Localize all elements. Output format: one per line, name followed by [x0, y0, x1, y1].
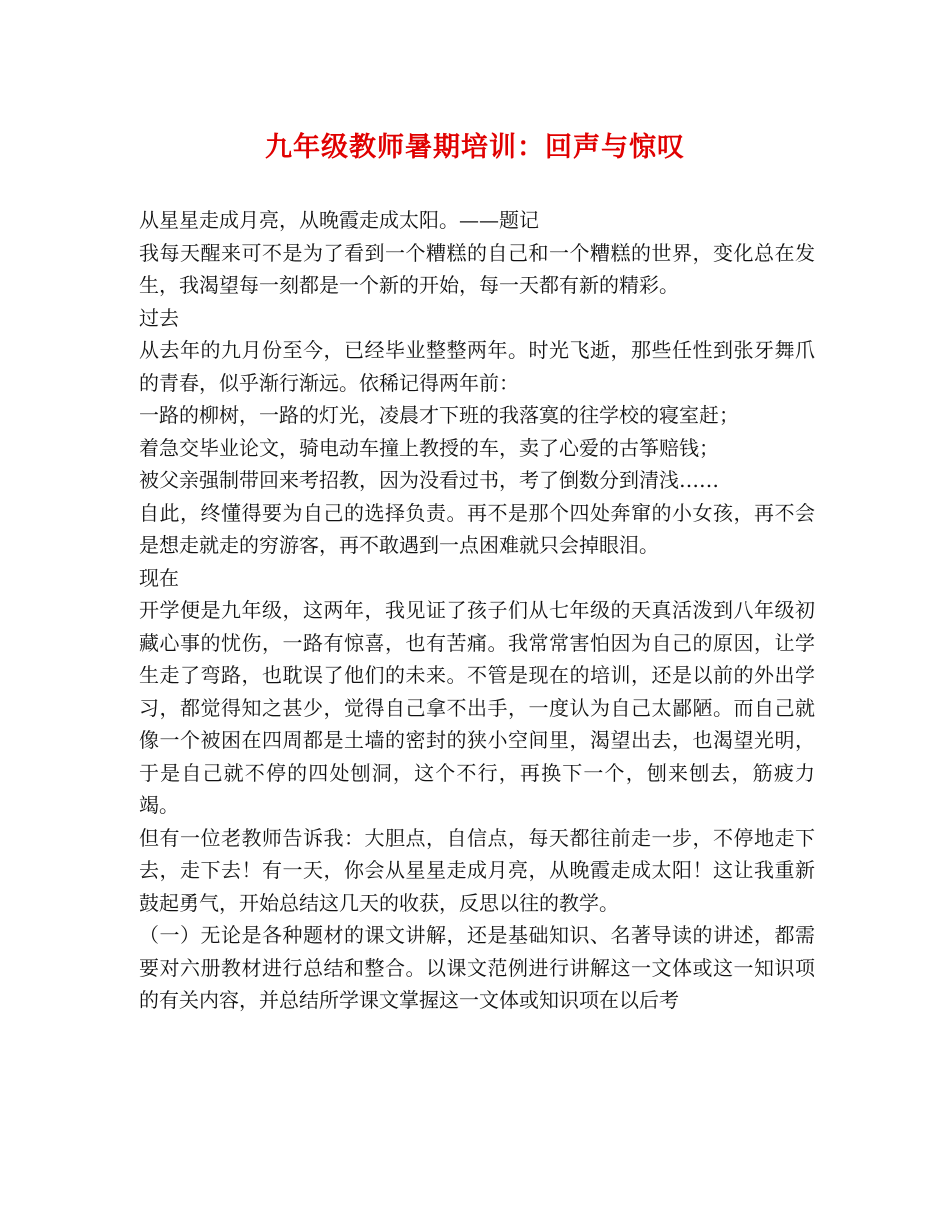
body-paragraph: 我每天醒来可不是为了看到一个糟糕的自己和一个糟糕的世界，变化总在发生，我渴望每一刻都是一个新的开始，每一天都有新的精彩。: [139, 240, 815, 297]
body-paragraph: （一）无论是各种题材的课文讲解，还是基础知识、名著导读的讲述，都需要对六册教材进行总结和整合。以课文范例进行讲解这一文体或这一知识项的有关内容，并总结所学课文掌握这一文体或知识项在以后考: [139, 923, 815, 1012]
body-paragraph: 被父亲强制带回来考招教，因为没看过书，考了倒数分到清浅……: [139, 468, 719, 492]
body-paragraph: 一路的柳树，一路的灯光，凌晨才下班的我落寞的往学校的寝室赶；: [139, 403, 739, 427]
body-paragraph: 从去年的九月份至今，已经毕业整整两年。时光飞逝，那些任性到张牙舞爪的青春，似乎渐行渐远。依稀记得两年前：: [139, 338, 815, 395]
document-title: 九年级教师暑期培训：回声与惊叹: [265, 132, 685, 163]
body-paragraph: 自此，终懂得要为自己的选择负责。再不是那个四处奔窜的小女孩，再不会是想走就走的穷游客，再不敢遇到一点困难就只会掉眼泪。: [139, 500, 815, 557]
body-paragraph: 但有一位老教师告诉我：大胆点，自信点，每天都往前走一步，不停地走下去，走下去！有一天，你会从星星走成月亮，从晚霞走成太阳！这让我重新鼓起勇气，开始总结这几天的收获，反思以往的教学。: [139, 825, 815, 915]
body-paragraph: 着急交毕业论文，骑电动车撞上教授的车，卖了心爱的古筝赔钱；: [139, 435, 719, 460]
epigraph-paragraph: 从星星走成月亮，从晚霞走成太阳。——题记: [139, 208, 539, 232]
body-paragraph: 开学便是九年级，这两年，我见证了孩子们从七年级的天真活泼到八年级初藏心事的忧伤，一路有惊喜，也有苦痛。我常常害怕因为自己的原因，让学生走了弯路，也耽误了他们的未来。不管是现在的培训，还是以前的外出学习，都觉得知之甚少，觉得自己拿不出手，一度认为自己太鄙陋。而自己就像一个被困在四周都是土墙的密封的狭小空间里，渴望出去，也渴望光明，于是自己就不停的四处刨洞，这个不行，再换下一个，刨来刨去，筋疲力竭。: [139, 598, 815, 817]
section-heading-present: 现在: [139, 565, 179, 590]
section-heading-past: 过去: [139, 305, 179, 330]
document-body: [139, 204, 815, 1017]
